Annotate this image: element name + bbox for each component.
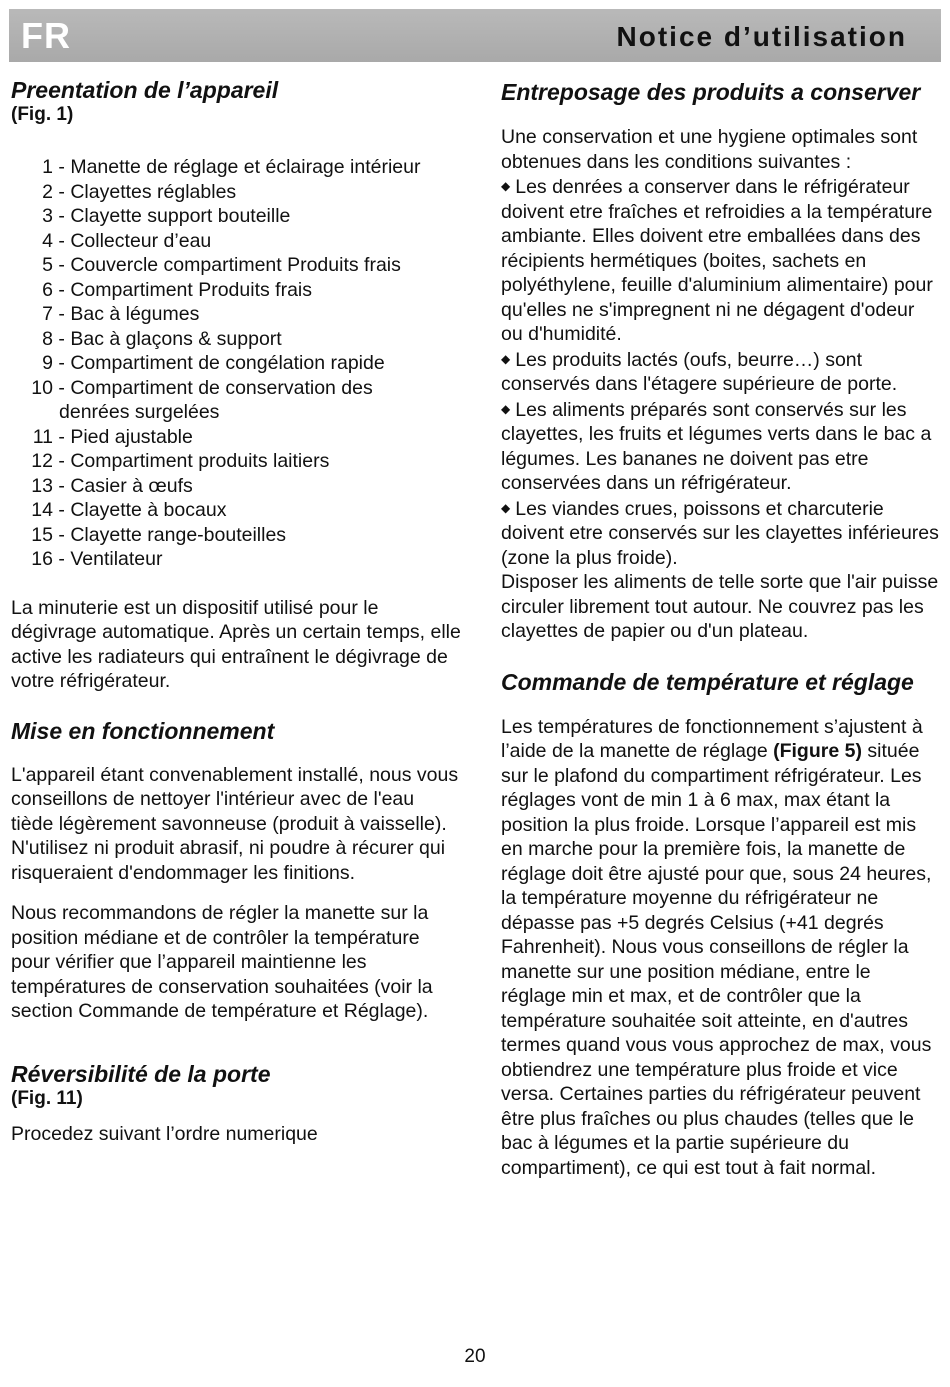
list-item: 12 - Compartiment produits laitiers [11,449,461,474]
list-item: 8 - Bac à glaçons & support [11,327,461,352]
item-label: Clayette support bouteille [70,205,291,227]
diamond-bullet-icon: ◆ [501,351,511,366]
item-label: denrées surgelées [59,401,220,423]
storage-intro: Une conservation et une hygiene optimales sont obtenues dans les conditions suivantes : [501,126,918,173]
item-number: 7 [42,303,53,325]
manual-title: Notice d’utilisation [616,21,907,52]
list-item: 2 - Clayettes réglables [11,180,461,205]
diamond-bullet-icon: ◆ [501,401,511,416]
figure-reference: (Fig. 11) [11,1087,83,1109]
section-title-door-reversal: Réversibilité de la porte [11,1060,271,1087]
section-title-presentation: Preentation de l’appareil [11,77,279,103]
item-number: 3 [42,205,53,227]
language-code: FR [21,15,71,56]
startup-paragraph-2: Nous recommandons de régler la manette sur la position médiane et de contrôler la température pour vérifier que l’appareil maintienne les températures de conservation souhaitées (voir la section Commande de température et Réglage). [11,902,433,1022]
item-number: 8 [42,327,53,350]
item-number: 12 [31,450,53,472]
temperature-paragraph [501,715,941,1181]
timer-paragraph: La minuterie est un dispositif utilisé pour le dégivrage automatique. Après un certain temps, elle active les radiateurs qui entraînent le dégivrage de votre réfrigérateur. [11,596,461,692]
list-item [11,400,461,425]
diamond-bullet-icon: ◆ [501,179,511,193]
item-number: 9 [42,352,53,374]
list-item: 11 - Pied ajustable [11,425,461,450]
item-number: 1 [42,156,53,178]
item-number: 11 [32,425,53,448]
section-title-storage: Entreposage des produits a conserver [501,79,921,105]
item-number: 2 [42,180,53,203]
temperature-text-b: située sur le plafond du compartiment réfrigérateur. Les réglages vont de min 1 à 6 max, max étant la position la plus froide. Lorsque l’appareil est mis en marche pour la première fois, la manette de réglage doit être ajusté pour que, sous 24 heures, la température moyenne du réfrigérateur ne dépasse pas +5 degrés Celsius (+41 degrés Fahrenheit). Nous vous conseillons de régler la manette sur une position médiane, entre le réglage min et max, et de contrôler que la température souhaitée soit atteinte, en d'autres termes quand vous vous approchez de max, vous obtiendrez une température plus froide et vice versa. Certaines parties du réfrigérateur peuvent être plus fraîches ou plus chaudes (telles que le bac à légumes et la partie supérieure du compartiment), ce qui est tout à fait normal. [501,740,932,1179]
parts-list [11,155,461,572]
bullet-text: Les produits lactés (oufs, beurre…) sont conservés dans l'étagere supérieure de porte. [501,348,898,395]
left-column [11,76,461,1146]
storage-bullets [501,174,941,570]
right-column [501,78,941,1180]
section-title-startup: Mise en fonctionnement [11,717,275,744]
item-number: 14 [31,499,53,521]
bullet-text: Les denrées a conserver dans le réfrigérateur doivent etre fraîches et refroidies a la température ambiante. Elles doivent etre emballées dans des récipients hermétiques (boites, sachets en polyéthylene, feuille d'aluminium alimentaire) pour qu'elles ne s'impregnent ni ne dégagent d'odeur ou d'humidité. [501,176,933,345]
item-label: Compartiment de conservation des [70,376,373,399]
item-label: Compartiment produits laitiers [70,450,330,472]
list-item: 9 - Compartiment de congélation rapide [11,351,461,376]
item-label: Compartiment de congélation rapide [70,352,385,374]
item-label: Clayette range-bouteilles [70,523,287,546]
item-label: Pied ajustable [70,425,193,448]
list-item: 14 - Clayette à bocaux [11,498,461,523]
list-item: 1 - Manette de réglage et éclairage intérieur [11,155,461,180]
bullet-text: Les aliments préparés sont conservés sur les clayettes, les fruits et légumes verts dans le bac a légumes. Les bananes ne doivent pas etre conservées dans un réfrigérateur. [501,398,932,494]
item-label: Clayette à bocaux [70,499,227,521]
diamond-bullet-icon: ◆ [501,500,511,515]
door-reversal-paragraph: Procedez suivant l’ordre numerique [11,1122,318,1145]
item-label: Bac à légumes [70,303,200,325]
startup-paragraph-1: L'appareil étant convenablement installé, nous vous conseillons de nettoyer l'intérieur avec de l'eau tiède légèrement savonneuse (produit à vaisselle). N'utilisez ni produit abrasif, ni poudre à récurer qui risqueraient d'endommager les finitions. [11,763,459,884]
storage-bullet [501,397,941,496]
item-label: Clayettes réglables [70,180,237,203]
item-label: Casier à œufs [70,474,193,497]
list-item: 5 - Couvercle compartiment Produits frais [11,253,461,278]
item-label: Couvercle compartiment Produits frais [70,254,401,276]
item-number: 4 [42,229,53,252]
item-label: Collecteur d’eau [70,229,212,252]
list-item: 16 - Ventilateur [11,547,461,572]
figure-reference: (Fig. 1) [11,104,74,125]
list-item: 7 - Bac à légumes [11,302,461,327]
list-item: 13 - Casier à œufs [11,474,461,499]
temperature-text-a: Les températures de fonctionnement s’ajustent à l’aide de la manette de réglage [501,715,923,762]
item-label: Ventilateur [70,548,163,570]
list-item: 15 - Clayette range-bouteilles [11,523,461,548]
list-item: 6 - Compartiment Produits frais [11,278,461,303]
storage-bullet [501,347,941,397]
item-label: Manette de réglage et éclairage intérieur [70,156,421,178]
storage-outro: Disposer les aliments de telle sorte que l'air puisse circuler librement tout autour. Ne couvrez pas les clayettes de papier ou d'un plateau. [501,571,939,642]
item-number: 6 [42,278,53,301]
section-title-temperature: Commande de température et réglage [501,668,914,695]
item-number: 13 [31,474,53,497]
list-item: 10 - Compartiment de conservation des [11,376,461,401]
item-label: Bac à glaçons & support [70,327,282,350]
list-item: 4 - Collecteur d’eau [11,229,461,254]
list-item: 3 - Clayette support bouteille [11,204,461,229]
item-number: 15 [31,523,53,546]
item-number: 10 [31,376,53,399]
bullet-text: Les viandes crues, poissons et charcuterie doivent etre conservés sur les clayettes inférieures (zone la plus froide). [501,497,939,569]
figure-reference: (Figure 5) [773,740,862,762]
item-number: 16 [31,548,53,570]
storage-bullet [501,174,941,347]
page-header [9,9,941,62]
item-number: 5 [42,254,53,276]
item-label: Compartiment Produits frais [70,278,313,301]
storage-bullet [501,496,941,571]
page-number: 20 [464,1346,486,1367]
